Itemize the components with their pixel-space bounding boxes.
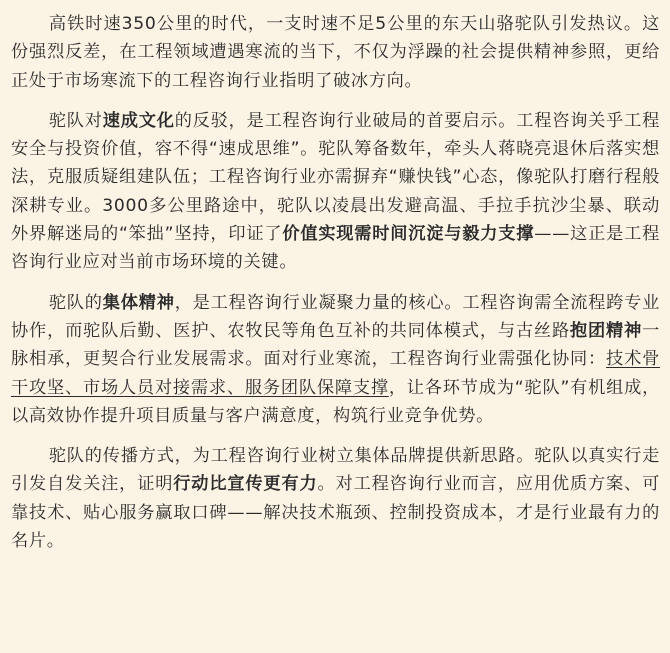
emphasis-text: 集体精神: [102, 292, 175, 313]
underlined-text: 技术骨干攻坚、市场人员对接需求、服务团队保障支撑: [11, 349, 660, 398]
emphasis-text: 价值实现需时间沉淀与毅力支撑: [282, 224, 535, 245]
emphasis-text: 抱团精神: [569, 320, 643, 341]
paragraph-anti-haste: [11, 107, 660, 277]
text-segment: ，让各环节成为“驼队”有机组成，以高效协作提升项目质量与客户满意度，构筑行业竞争优势。: [11, 377, 660, 426]
text-segment: 的反驳，是工程咨询行业破局的首要启示。工程咨询关乎工程安全与投资价值，容不得“速成思维”。驼队筹备数年，牵头人蒋晓亮退休后落实想法，克服质疑组建队伍；工程咨询行业亦需摒弃“赚快钱”心态，像驼队打磨行程般深耕专业。3000多公里路途中，驼队以凌晨出发避高温、手拉手抗沙尘暴、联动外界解迷局的“笨拙”坚持，印证了: [11, 110, 660, 245]
text-segment: ，是工程咨询行业凝聚力量的核心。工程咨询需全流程跨专业协作，而驼队后勤、医护、农牧民等角色互补的共同体模式，与古丝路: [11, 292, 660, 341]
intro-text: 高铁时速350公里的时代，一支时速不足5公里的东天山骆驼队引发热议。这份强烈反差，在工程领域遭遇寒流的当下，不仅为浮躁的社会提供精神参照，更给正处于市场寒流下的工程咨询行业指明了破冰方向。: [11, 14, 660, 91]
emphasis-text: 行动比宣传更有力: [173, 474, 318, 495]
paragraph-collective-spirit: [11, 289, 660, 430]
paragraph-intro: [11, 10, 660, 95]
text-segment: 。对工程咨询行业而言，应用优质方案、可靠技术、贴心服务赢取口碑——解决技术瓶颈、控制投资成本，才是行业最有力的名片。: [11, 474, 660, 552]
text-segment: 驼队的: [48, 292, 103, 313]
text-segment: ——这正是工程咨询行业应对当前市场环境的关键。: [11, 224, 660, 273]
text-segment: 驼队对: [48, 110, 103, 131]
paragraph-communication: [11, 442, 660, 555]
text-segment: 一脉相承，更契合行业发展需求。面对行业寒流，工程咨询行业需强化协同：: [11, 320, 661, 370]
text-segment: 驼队的传播方式，为工程咨询行业树立集体品牌提供新思路。驼队以真实行走引发自发关注，证明: [11, 446, 660, 495]
emphasis-text: 速成文化: [102, 110, 175, 131]
